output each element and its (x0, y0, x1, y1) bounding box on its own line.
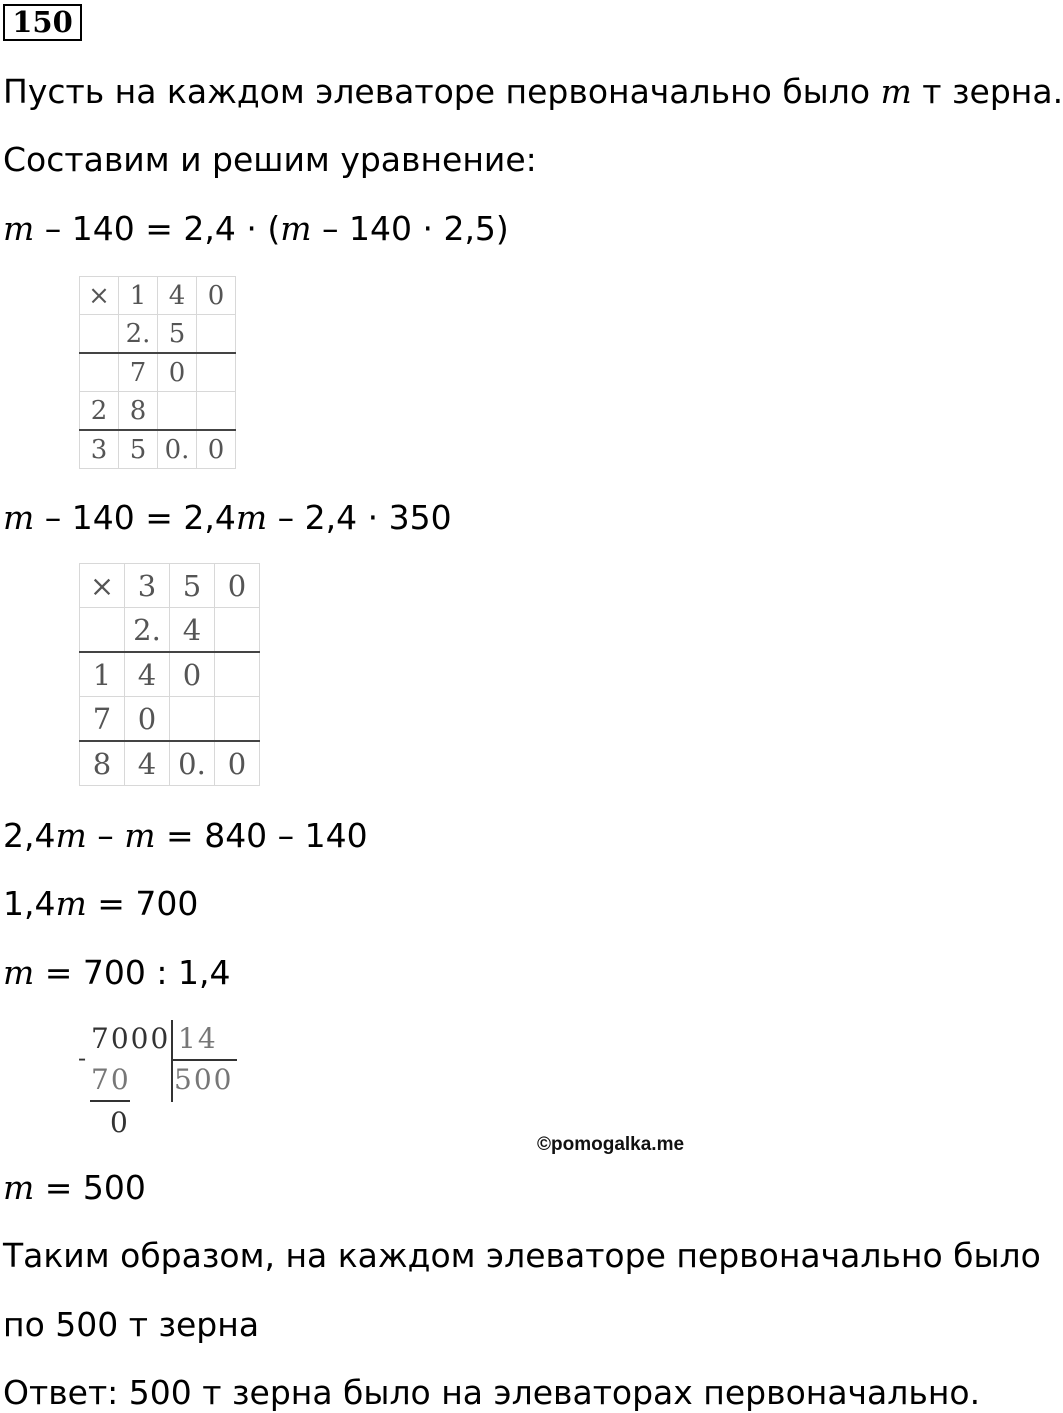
digit-cell (197, 315, 236, 354)
digit-cell (197, 392, 236, 431)
division-divisor-line (173, 1059, 237, 1061)
digit-cell: 5 (170, 564, 215, 608)
digit-cell (158, 392, 197, 431)
division-subtrahend: 70 (91, 1063, 131, 1096)
digit-cell: 4 (125, 652, 170, 697)
digit-cell: 0. (158, 430, 197, 469)
equation-4: 1,4m = 700 (3, 884, 199, 923)
division-quotient: 500 (174, 1063, 234, 1096)
division-divisor: 14 (178, 1022, 218, 1055)
digit-cell: 0 (125, 697, 170, 742)
digit-cell: 1 (119, 277, 158, 315)
digit-cell: 5 (119, 430, 158, 469)
digit-cell (215, 697, 260, 742)
equation-1: m – 140 = 2,4 · (m – 140 · 2,5) (3, 209, 509, 248)
digit-cell: 2 (80, 392, 119, 431)
intro-line: Пусть на каждом элеваторе первоначально было m т зерна. (3, 72, 1063, 111)
division-minus: - (78, 1044, 89, 1072)
digit-cell (197, 353, 236, 392)
digit-cell: 2. (125, 608, 170, 653)
digit-cell: 4 (170, 608, 215, 653)
division-remainder: 0 (110, 1106, 130, 1139)
digit-cell: 0. (170, 741, 215, 786)
digit-cell: 0 (215, 741, 260, 786)
digit-cell (170, 697, 215, 742)
equation-2: m – 140 = 2,4m – 2,4 · 350 (3, 498, 452, 537)
digit-cell: 8 (80, 741, 125, 786)
equation-6: m = 500 (3, 1168, 146, 1207)
digit-cell: 0 (215, 564, 260, 608)
conclusion-line-2: по 500 т зерна (3, 1305, 260, 1344)
problem-number: 150 (3, 4, 82, 41)
digit-cell: × (80, 564, 125, 608)
equation-5: m = 700 : 1,4 (3, 953, 231, 992)
digit-cell: 4 (125, 741, 170, 786)
digit-cell: 3 (125, 564, 170, 608)
digit-cell (80, 608, 125, 653)
digit-cell (215, 652, 260, 697)
digit-cell: 1 (80, 652, 125, 697)
digit-cell: 0 (197, 430, 236, 469)
digit-cell: 0 (197, 277, 236, 315)
digit-cell: 5 (158, 315, 197, 354)
digit-cell: 7 (119, 353, 158, 392)
answer-line: Ответ: 500 т зерна было на элеваторах первоначально. (3, 1373, 981, 1412)
equation-3: 2,4m – m = 840 – 140 (3, 816, 368, 855)
compose-line: Составим и решим уравнение: (3, 140, 537, 179)
digit-cell (80, 353, 119, 392)
digit-cell: 4 (158, 277, 197, 315)
digit-cell (215, 608, 260, 653)
division-dividend: 7000 (91, 1022, 171, 1055)
digit-cell: 2. (119, 315, 158, 354)
digit-cell: 8 (119, 392, 158, 431)
division-vertical-line (171, 1020, 173, 1102)
multiplication-140-by-2-5 (79, 276, 236, 469)
digit-cell (80, 315, 119, 354)
digit-cell: × (80, 277, 119, 315)
division-result-line (90, 1100, 130, 1102)
digit-cell: 3 (80, 430, 119, 469)
watermark: ©pomogalka.me (537, 1134, 685, 1155)
multiplication-350-by-2-4 (79, 563, 260, 786)
digit-cell: 7 (80, 697, 125, 742)
conclusion-line-1: Таким образом, на каждом элеваторе первоначально было (3, 1236, 1041, 1275)
digit-cell: 0 (158, 353, 197, 392)
digit-cell: 0 (170, 652, 215, 697)
